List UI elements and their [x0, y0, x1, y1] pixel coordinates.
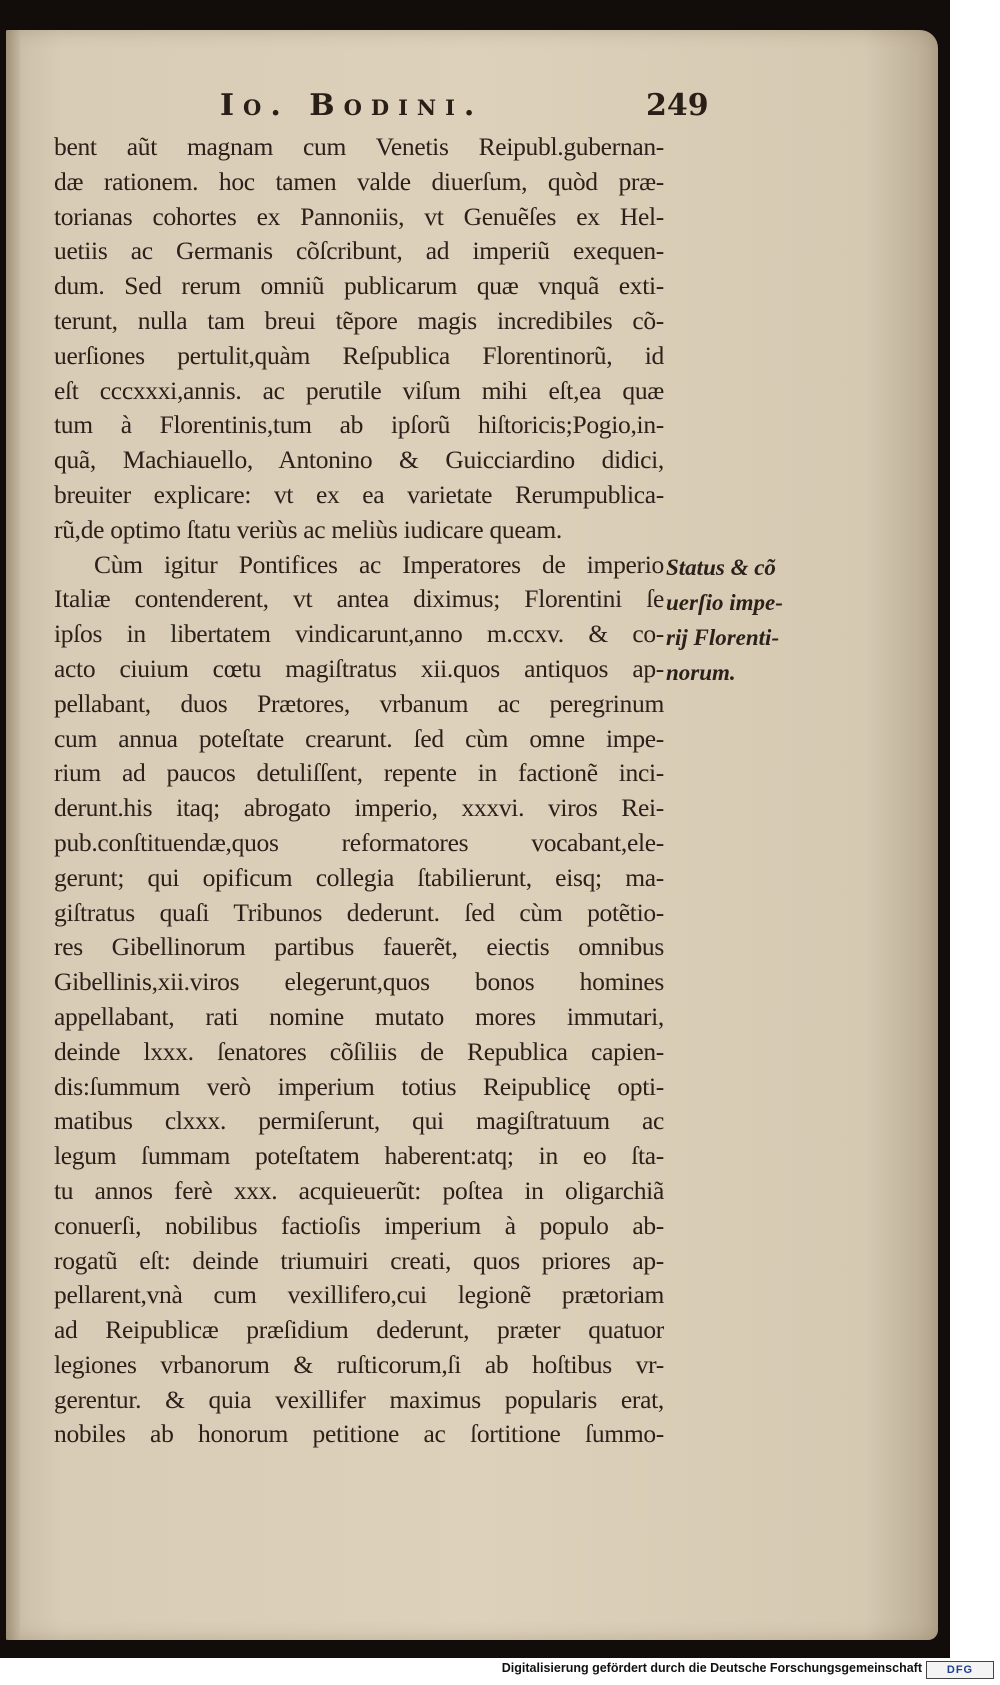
marginal-note-line: norum. — [666, 660, 736, 685]
running-title: Io. Bodini. — [220, 88, 484, 123]
text-line: nobiles ab honorum petitione ac ſortitione ſummo- — [54, 1419, 664, 1449]
text-line: conuerſi, nobilibus factioſis imperium à populo ab- — [54, 1210, 664, 1240]
book-page — [6, 30, 938, 1640]
text-line: deinde lxxx. ſenatores cõſiliis de Republica capien- — [54, 1036, 664, 1066]
text-line: uerſiones pertulit,quàm Reſpublica Florentinorũ, id — [54, 340, 664, 370]
text-line: dum. Sed rerum omniũ publicarum quæ vnquã exti- — [54, 271, 664, 301]
text-line: rũ,de optimo ſtatu veriùs ac meliùs iudicare queam. — [54, 514, 562, 544]
text-line: rogatũ eſt: deinde triumuiri creati, quos priores ap- — [54, 1245, 664, 1275]
text-line: gerentur. & quia vexillifer maximus popularis erat, — [54, 1384, 664, 1414]
text-line: gerunt; qui opificum collegia ſtabilierunt, eisq; ma- — [54, 862, 664, 892]
main-text-block — [54, 130, 664, 1452]
text-line: legiones vrbanorum & ruſticorum,ſi ab hoſtibus vr- — [54, 1349, 664, 1379]
dfg-logo-text: DFG — [946, 1664, 974, 1676]
dfg-logo — [926, 1661, 994, 1679]
text-line: derunt.his itaq; abrogato imperio, xxxvi. viros Rei- — [54, 793, 664, 823]
text-line: pub.conſtituendæ,quos reformatores vocabant,ele- — [54, 827, 664, 857]
text-line: eſt cccxxxi,annis. ac perutile viſum mihi eſt,ea quæ — [54, 375, 664, 405]
text-line: cum annua poteſtate crearunt. ſed cùm omne impe- — [54, 723, 664, 753]
marginal-note-line: rij Florenti- — [666, 625, 780, 650]
text-line: tum à Florentinis,tum ab ipſorũ hiſtoricis;Pogio,in- — [54, 410, 664, 440]
marginal-note-line: uerſio impe- — [666, 590, 783, 615]
text-line: uetiis ac Germanis cõſcribunt, ad imperiũ exequen- — [54, 236, 664, 266]
text-line: ipſos in libertatem vindicarunt,anno m.ccxv. & co- — [54, 619, 664, 649]
text-line: terunt, nulla tam breui tẽpore magis incredibiles cõ- — [54, 305, 664, 335]
text-line: rium ad paucos detuliſſent, repente in factionẽ inci- — [54, 758, 664, 788]
marginal-note — [666, 550, 816, 690]
text-line: dæ rationem. hoc tamen valde diuerſum, quòd præ- — [54, 166, 664, 196]
text-line: torianas cohortes ex Pannoniis, vt Genuẽſes ex Hel- — [54, 201, 664, 231]
text-line: quã, Machiauello, Antonino & Guicciardino didici, — [54, 445, 664, 475]
text-line: giſtratus quaſi Tribunos dederunt. ſed cùm potẽtio- — [54, 897, 664, 927]
folio-number: 249 — [646, 88, 709, 123]
text-line: res Gibellinorum partibus fauerẽt, eiectis omnibus — [54, 932, 664, 962]
digitization-credit: Digitalisierung gefördert durch die Deutsche Forschungsgemeinschaft — [501, 1661, 922, 1675]
text-line: bent aũt magnam cum Venetis Reipubl.gubernan- — [54, 132, 664, 161]
page-gutter — [6, 30, 20, 1640]
text-line: Gibellinis,xii.viros elegerunt,quos bonos homines — [54, 967, 664, 997]
text-line: tu annos ferè xxx. acquieuerũt: poſtea in oligarchiã — [54, 1175, 664, 1205]
text-line: dis:ſummum verò imperium totius Reipublicę opti- — [54, 1071, 664, 1101]
text-line: breuiter explicare: vt ex ea varietate Rerumpublica- — [54, 479, 664, 509]
text-line: legum ſummam poteſtatem haberent:atq; in eo ſta- — [54, 1141, 664, 1171]
text-line: pellarent,vnà cum vexillifero,cui legionẽ prætoriam — [54, 1280, 664, 1310]
text-line: Italiæ contenderent, vt antea diximus; Florentini ſe — [54, 584, 664, 614]
text-line: matibus clxxx. permiſerunt, qui magiſtratuum ac — [54, 1106, 664, 1136]
running-head — [6, 88, 938, 128]
marginal-note-line: Status & cõ — [666, 555, 776, 580]
text-line: pellabant, duos Prætores, vrbanum ac peregrinum — [54, 688, 664, 718]
text-line: Cùm igitur Pontifices ac Imperatores de imperio — [94, 549, 664, 579]
text-line: acto ciuium cœtu magiſtratus xii.quos antiquos ap- — [54, 653, 664, 683]
text-line: appellabant, rati nomine mutato mores immutari, — [54, 1001, 664, 1031]
text-line: ad Reipublicæ præſidium dederunt, præter quatuor — [54, 1315, 664, 1345]
